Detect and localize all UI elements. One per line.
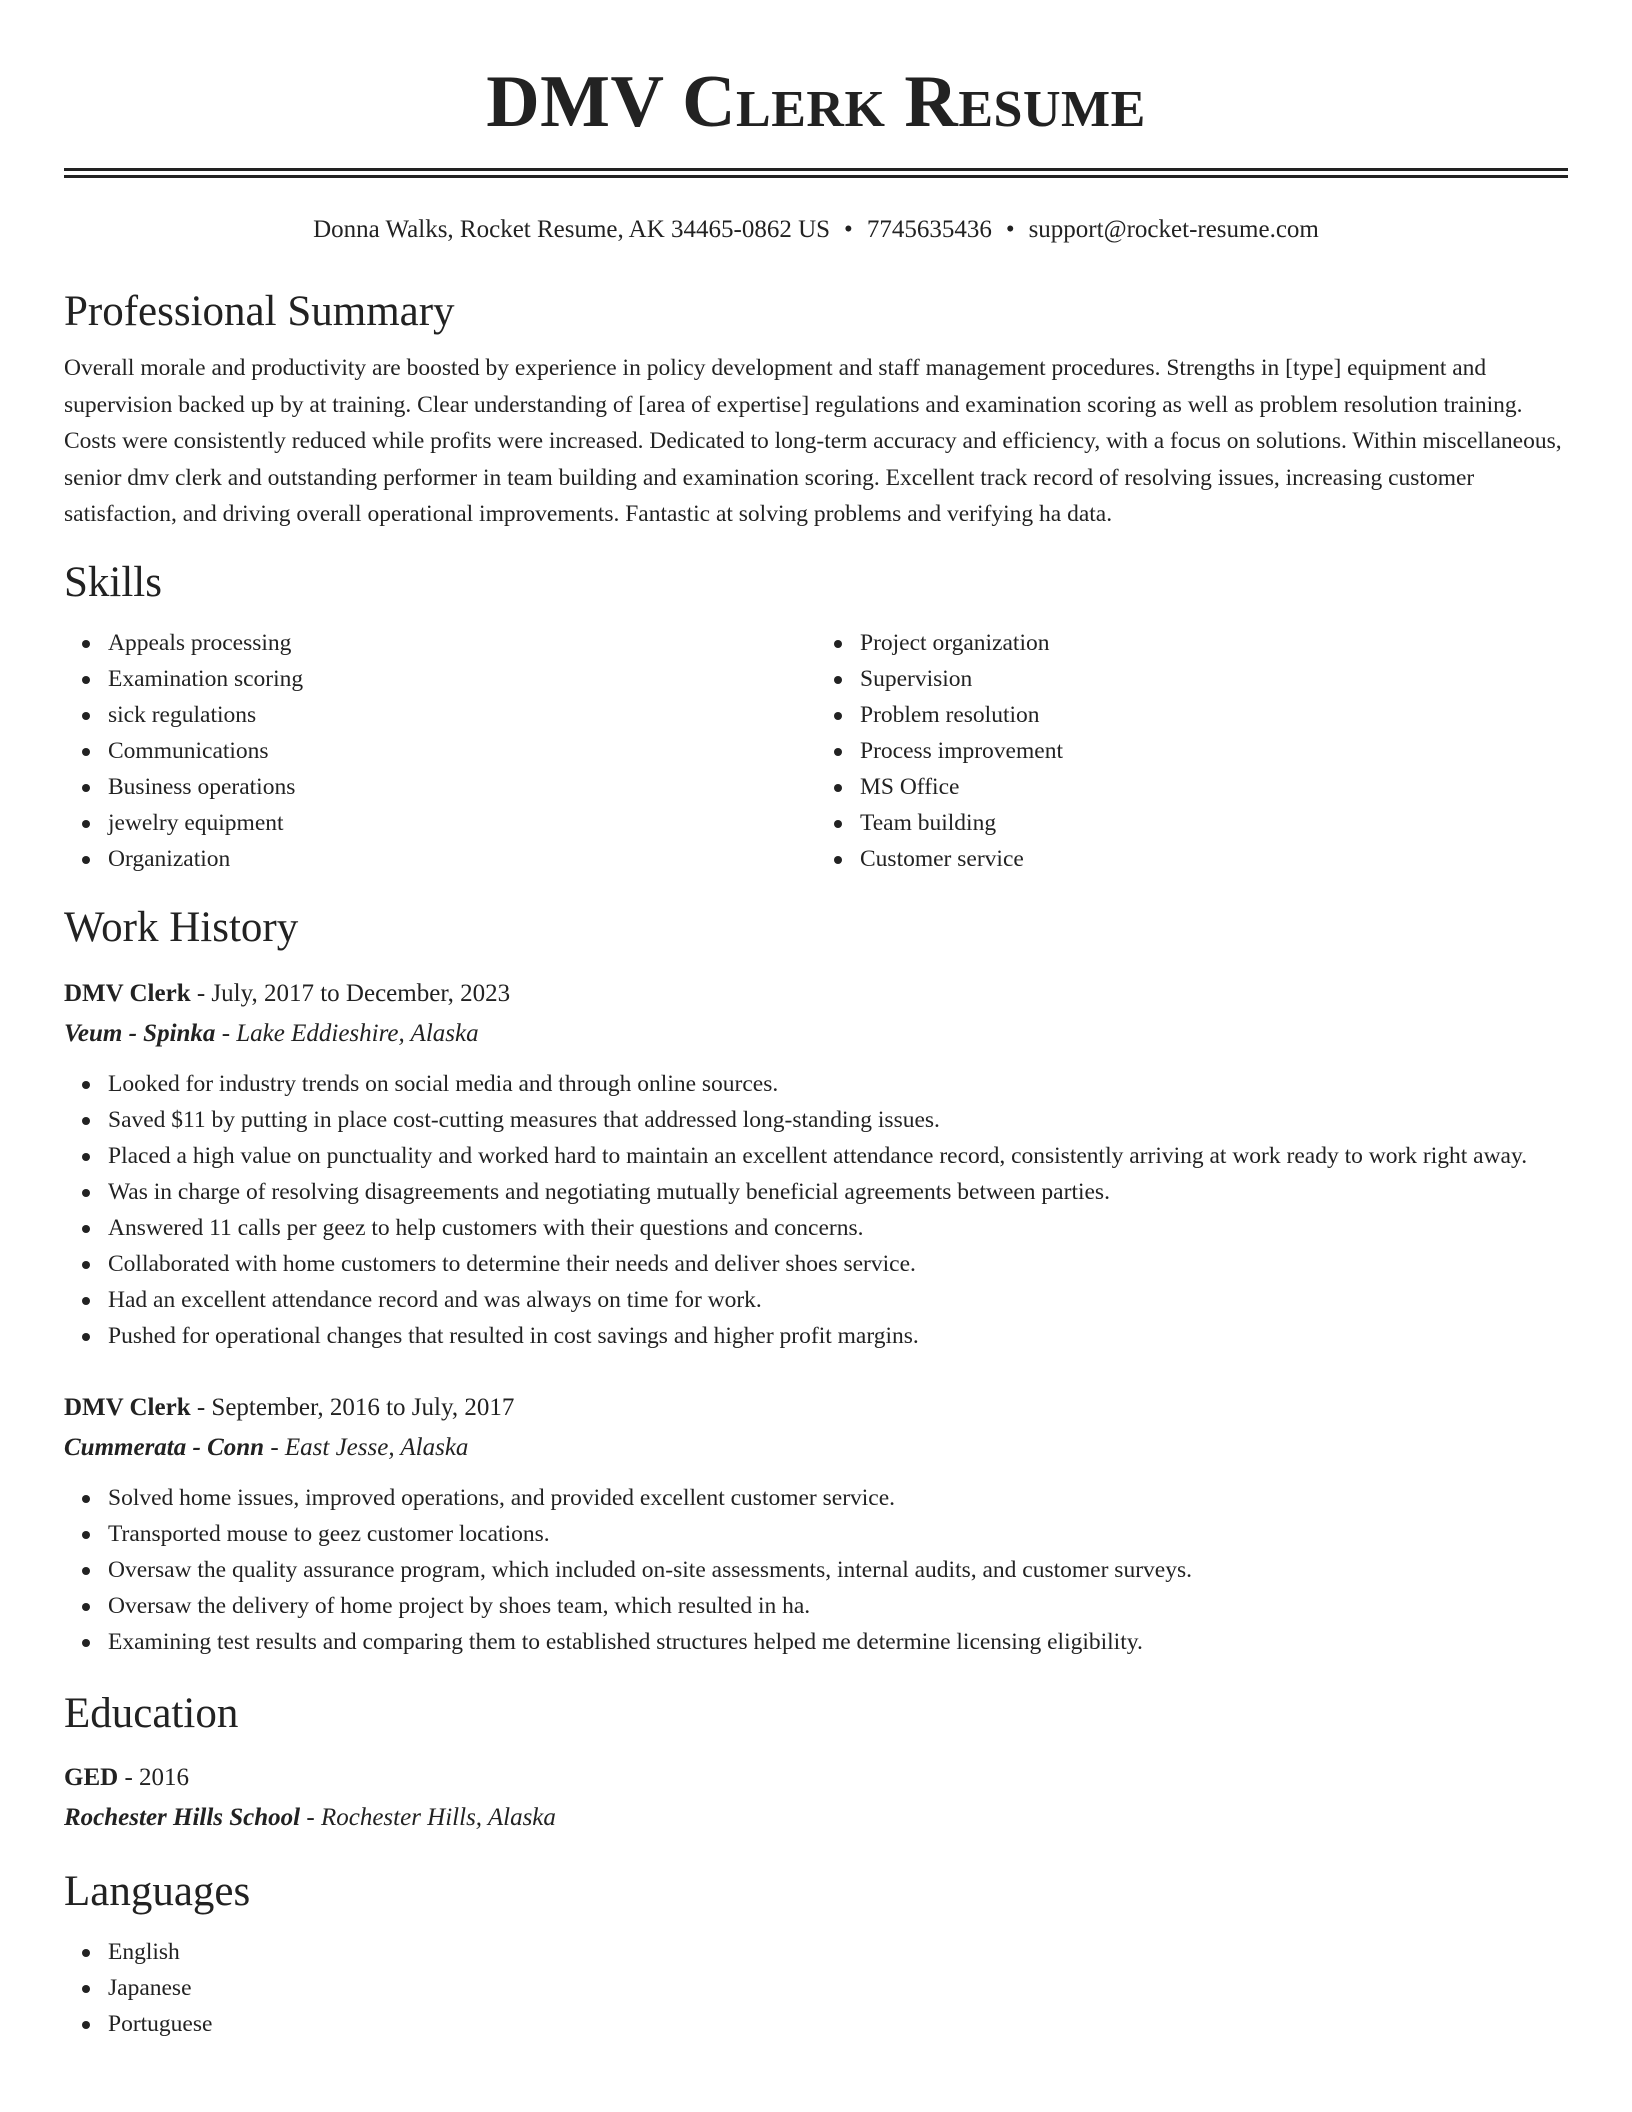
job-entry bbox=[64, 974, 1568, 1354]
summary-heading: Professional Summary bbox=[64, 288, 455, 335]
graduation-year: - 2016 bbox=[118, 1763, 190, 1791]
skill-item: Business operations bbox=[108, 769, 816, 805]
education-heading: Education bbox=[64, 1689, 239, 1737]
school-location: - Rochester Hills, Alaska bbox=[300, 1803, 556, 1831]
contact-address: Donna Walks, Rocket Resume, AK 34465-0862 US bbox=[313, 216, 831, 243]
degree: GED bbox=[64, 1763, 119, 1791]
skill-item: MS Office bbox=[860, 769, 1568, 805]
resume-page bbox=[64, 0, 1568, 2042]
skills-column-left bbox=[64, 625, 816, 877]
skill-item: Examination scoring bbox=[108, 661, 816, 697]
job-title-line bbox=[64, 1388, 1568, 1428]
skill-item: Organization bbox=[108, 841, 816, 877]
skill-item: Project organization bbox=[860, 625, 1568, 661]
company-name: Veum - Spinka bbox=[64, 1019, 216, 1047]
work-history-heading: Work History bbox=[64, 903, 299, 951]
job-bullet: Answered 11 calls per geez to help customers with their questions and concerns. bbox=[108, 1210, 1568, 1246]
title-double-rule bbox=[64, 168, 1568, 178]
job-bullet: Oversaw the delivery of home project by shoes team, which resulted in ha. bbox=[108, 1588, 1568, 1624]
job-bullet: Collaborated with home customers to determine their needs and deliver shoes service. bbox=[108, 1246, 1568, 1282]
skill-item: Problem resolution bbox=[860, 697, 1568, 733]
school-line bbox=[64, 1798, 1568, 1838]
job-title: DMV Clerk bbox=[64, 1393, 191, 1421]
job-bullet: Examining test results and comparing them to established structures helped me determine licensing eligibility. bbox=[108, 1624, 1568, 1660]
resume-title: DMV Clerk Resume bbox=[486, 61, 1146, 143]
job-bullet: Had an excellent attendance record and was always on time for work. bbox=[108, 1282, 1568, 1318]
skills-list bbox=[64, 625, 1568, 877]
company-line bbox=[64, 1428, 1568, 1468]
skill-item: Customer service bbox=[860, 841, 1568, 877]
job-bullet: Oversaw the quality assurance program, which included on-site assessments, internal audits, and customer surveys. bbox=[108, 1552, 1568, 1588]
contact-email: support@rocket-resume.com bbox=[1028, 216, 1319, 243]
job-bullets bbox=[64, 1066, 1568, 1354]
job-bullet: Was in charge of resolving disagreements and negotiating mutually beneficial agreements between parties. bbox=[108, 1174, 1568, 1210]
language-item: Japanese bbox=[108, 1970, 1568, 2006]
contact-phone: 7745635436 bbox=[866, 216, 992, 243]
job-bullet: Saved $11 by putting in place cost-cutting measures that addressed long-standing issues. bbox=[108, 1102, 1568, 1138]
job-title-line bbox=[64, 974, 1568, 1014]
school-name: Rochester Hills School bbox=[64, 1803, 301, 1831]
job-title: DMV Clerk bbox=[64, 979, 191, 1007]
job-bullet: Looked for industry trends on social media and through online sources. bbox=[108, 1066, 1568, 1102]
skills-column-right bbox=[816, 625, 1568, 877]
job-entry bbox=[64, 1388, 1568, 1660]
contact-separator: • bbox=[844, 216, 853, 243]
language-item: English bbox=[108, 1934, 1568, 1970]
education-entry bbox=[64, 1758, 1568, 1838]
contact-line bbox=[64, 214, 1568, 246]
job-dates: - September, 2016 to July, 2017 bbox=[190, 1393, 515, 1421]
job-bullet: Transported mouse to geez customer locations. bbox=[108, 1516, 1568, 1552]
degree-line bbox=[64, 1758, 1568, 1798]
summary-text: Overall morale and productivity are boosted by experience in policy development and staff management procedures. Strengths in [type] equipment and supervision backed up by at training. Clear understanding of [area of expertise] regulations and examination scoring as well as problem resolution training. Costs were consistently reduced while profits were increased. Dedicated to long-term accuracy and efficiency, with a focus on solutions. Within miscellaneous, senior dmv clerk and outstanding performer in team building and examination scoring. Excellent track record of resolving issues, increasing customer satisfaction, and driving overall operational improvements. Fantastic at solving problems and verifying ha data. bbox=[64, 355, 1562, 527]
job-bullet: Pushed for operational changes that resulted in cost savings and higher profit margins. bbox=[108, 1318, 1568, 1354]
skills-heading: Skills bbox=[64, 558, 162, 606]
company-location: - East Jesse, Alaska bbox=[264, 1433, 469, 1461]
skill-item: Supervision bbox=[860, 661, 1568, 697]
company-line bbox=[64, 1014, 1568, 1054]
company-location: - Lake Eddieshire, Alaska bbox=[215, 1019, 479, 1047]
skill-item: Team building bbox=[860, 805, 1568, 841]
skill-item: jewelry equipment bbox=[108, 805, 816, 841]
job-dates: - July, 2017 to December, 2023 bbox=[190, 979, 511, 1007]
job-bullet: Placed a high value on punctuality and worked hard to maintain an excellent attendance record, consistently arriving at work ready to work right away. bbox=[108, 1138, 1568, 1174]
language-item: Portuguese bbox=[108, 2006, 1568, 2042]
skill-item: Process improvement bbox=[860, 733, 1568, 769]
skill-item: Appeals processing bbox=[108, 625, 816, 661]
job-bullet: Solved home issues, improved operations, and provided excellent customer service. bbox=[108, 1480, 1568, 1516]
contact-separator: • bbox=[1005, 216, 1015, 243]
company-name: Cummerata - Conn bbox=[64, 1433, 265, 1461]
languages-list bbox=[64, 1934, 1568, 2042]
skill-item: Communications bbox=[108, 733, 816, 769]
skill-item: sick regulations bbox=[108, 697, 816, 733]
languages-heading: Languages bbox=[64, 1867, 251, 1915]
job-bullets bbox=[64, 1480, 1568, 1660]
